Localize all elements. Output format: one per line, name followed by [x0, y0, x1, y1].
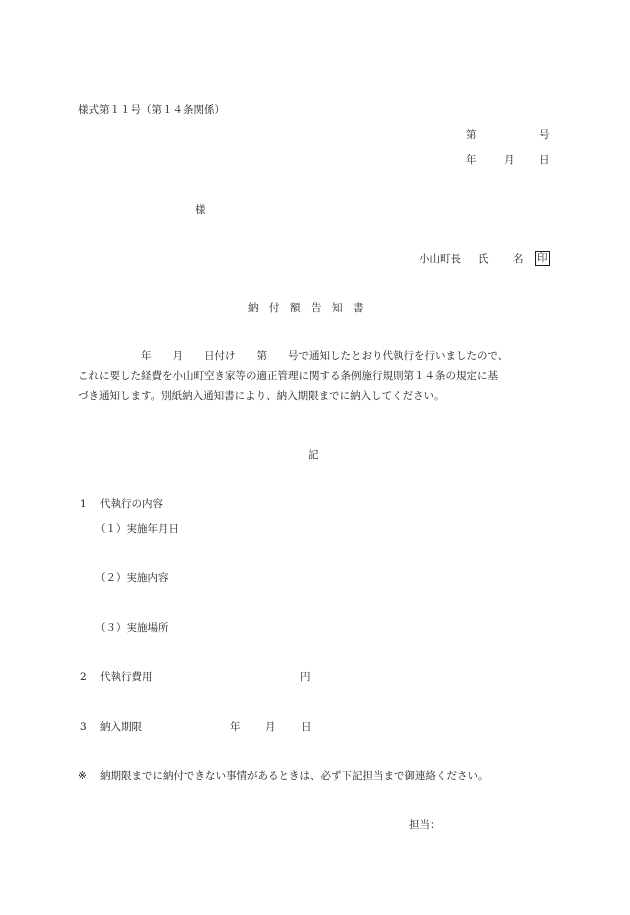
body-line-3: づき通知します。別紙納入通知書により、納入期限までに納入してください。 [78, 390, 445, 402]
date-month: 月 [504, 154, 515, 166]
sender-title: 小山町長 [419, 253, 461, 265]
document-title: 納 付 額 告 知 書 [248, 302, 364, 314]
date-day: 日 [539, 154, 550, 166]
item2-label: 代執行費用 [100, 671, 153, 683]
number-prefix: 第 [466, 129, 477, 141]
contact-label: 担当： [409, 819, 441, 831]
item2-number: 2 [80, 671, 87, 683]
item3-year: 年 [230, 721, 241, 733]
sub-item-place: （３）実施場所 [95, 622, 169, 634]
name-label-1: 氏 [478, 253, 489, 265]
note-text: 納期限までに納付できない事情があるときは、必ず下記担当まで御連絡ください。 [100, 770, 489, 782]
name-label-2: 名 [513, 253, 524, 265]
item3-label: 納入期限 [100, 721, 142, 733]
seal-text: 印 [537, 252, 548, 264]
note-mark: ※ [78, 770, 87, 782]
form-label: 様式第１１号（第１４条関係） [78, 104, 225, 116]
item1-number: 1 [80, 498, 87, 510]
date-year: 年 [466, 154, 477, 166]
addressee-suffix: 様 [195, 204, 206, 216]
seal-mark [533, 251, 550, 266]
item3-number: 3 [80, 721, 87, 733]
sub-item-content: （２）実施内容 [95, 572, 169, 584]
body-line-2: これに要した経費を小山町空き家等の適正管理に関する条例施行規則第１４条の規定に基 [78, 370, 498, 382]
item2-unit: 円 [300, 671, 311, 683]
sub-item-date: （１）実施年月日 [95, 523, 179, 535]
item3-month: 月 [265, 721, 276, 733]
body-paragraph [78, 346, 558, 406]
item1-label: 代執行の内容 [100, 498, 163, 510]
body-line-1: 年 月 日付け 第 号で通知したとおり代執行を行いましたので、 [78, 350, 509, 362]
number-suffix: 号 [539, 129, 550, 141]
item3-day: 日 [301, 721, 312, 733]
ki-heading: 記 [308, 449, 319, 461]
